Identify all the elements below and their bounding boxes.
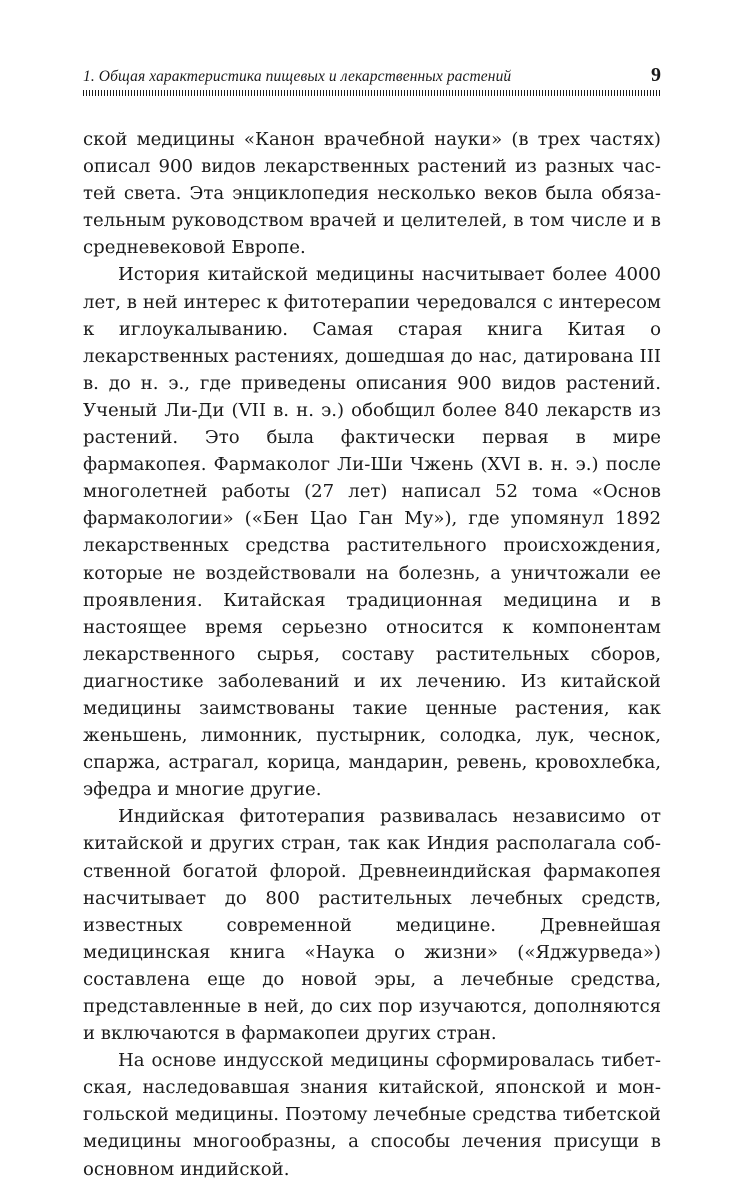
- paragraph-chinese-medicine: История китайской медицины насчитывает более 4000 лет, в ней интерес к фитотерапии чередовался с интересом к иглоукалыванию. Самая старая книга Китая о лекарственных растениях, дошедшая до нас, датирована III в. до н. э., где приведены описания 900 видов растений. Ученый Ли-Ди (VII в. н. э.) обобщил более 840 лекарств из растений. Это была фактически первая в мире фармакопея. Фармаколог Ли-Ши Чжень (XVI в. н. э.) после многолетней работы (27 лет) написал 52 тома «Основ фармакологии» («Бен Цао Ган Му»), где упомянул 1892 лекарственных средства растительного происхождения, которые не воздействовали на болезнь, а уничтожали ее проявления. Китайская традиционная медицина и в настоящее время серьезно относится к компонентам лекарственного сырья, составу растительных сборов, диагностике заболеваний и их лечению. Из китайской медицины заимствованы такие ценные растения, как женьшень, лимонник, пустырник, солодка, лук, чеснок, спаржа, астрагал, корица, мандарин, ревень, кровохлебка, эфедра и многие другие.: [83, 264, 661, 801]
- running-title: 1. Общая характеристика пищевых и лекарственных растений: [83, 68, 512, 85]
- running-head: [83, 62, 661, 88]
- body-text: [83, 126, 661, 1183]
- paragraph-continuation: ской медицины «Канон врачебной науки» (в трех частях) описал 900 видов лекарственных растений из разных частей света. Эта энциклопедия несколько веков была обязательным руководством врачей и целителей, в том числе и в средневековой Европе.: [83, 129, 661, 259]
- book-page: [83, 62, 661, 1183]
- header-divider: [83, 90, 661, 96]
- paragraph-tibetan-medicine: На основе индусской медицины сформировалась тибетская, наследовавшая знания китайской, японской и монгольской медицины. Поэтому лечебные средства тибетской медицины многообразны, а способы лечения присущи в основном индийской.: [83, 1050, 661, 1180]
- paragraph-indian-phytotherapy: Индийская фитотерапия развивалась независимо от китайской и других стран, так как Индия располагала собственной богатой флорой. Древнеиндийская фармакопея насчитывает до 800 растительных лечебных средств, известных современной медицине. Древнейшая медицинская книга «Наука о жизни» («Яджурведа») составлена еще до новой эры, а лечебные средства, представленные в ней, до сих пор изучаются, дополняются и включаются в фармакопеи других стран.: [83, 806, 661, 1045]
- page-number: 9: [651, 64, 661, 86]
